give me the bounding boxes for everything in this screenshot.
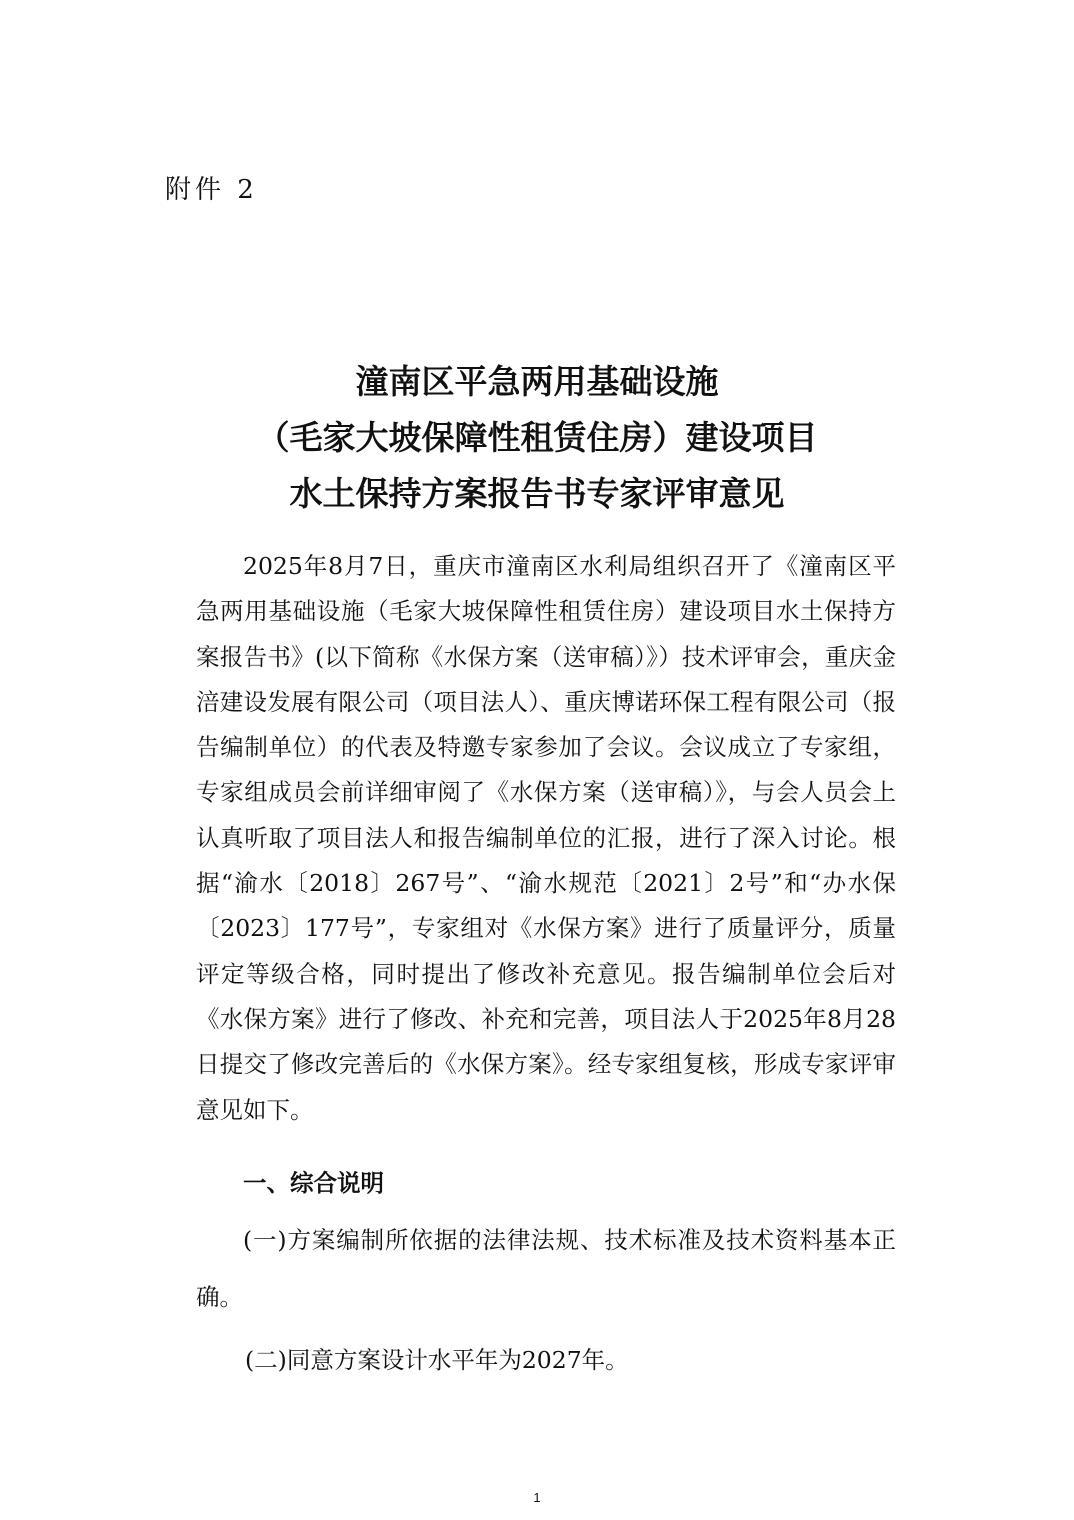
title-line-3: 水土保持方案报告书专家评审意见 (289, 474, 785, 513)
intro-paragraph: 2025年8月7日，重庆市潼南区水利局组织召开了《潼南区平急两用基础设施（毛家大坡保障性租赁住房）建设项目水土保持方案报告书》(以下简称《水保方案（送审稿）》）技术评审会，重庆金涪建设发展有限公司（项目法人）、重庆博诺环保工程有限公司（报告编制单位）的代表及特邀专家参加了会议。会议成立了专家组，专家组成员会前详细审阅了《水保方案（送审稿）》，与会人员会上认真听取了项目法人和报告编制单位的汇报，进行了深入讨论。根据“渝水〔2018〕267号”、“渝水规范〔2021〕2号”和“办水保〔2023〕177号”，专家组对《水保方案》进行了质量评分，质量评定等级合格，同时提出了修改补充意见。报告编制单位会后对《水保方案》进行了修改、补充和完善，项目法人于2025年8月28日提交了修改完善后的《水保方案》。经专家组复核，形成专家评审意见如下。 (196, 552, 896, 1124)
document-body (196, 544, 896, 1133)
title-line-2: （毛家大坡保障性租赁住房）建设项目 (256, 418, 818, 457)
title-line-1: 潼南区平急两用基础设施 (355, 362, 719, 401)
page-number: 1 (533, 1490, 541, 1505)
section-heading: 一、综合说明 (243, 1169, 384, 1197)
section-item-1: (一)方案编制所依据的法律法规、技术标准及技术资料基本正确。 (196, 1226, 896, 1311)
document-title (120, 354, 954, 522)
attachment-label: 附件 2 (165, 175, 258, 205)
section-item-2: (二)同意方案设计水平年为2027年。 (245, 1346, 629, 1374)
